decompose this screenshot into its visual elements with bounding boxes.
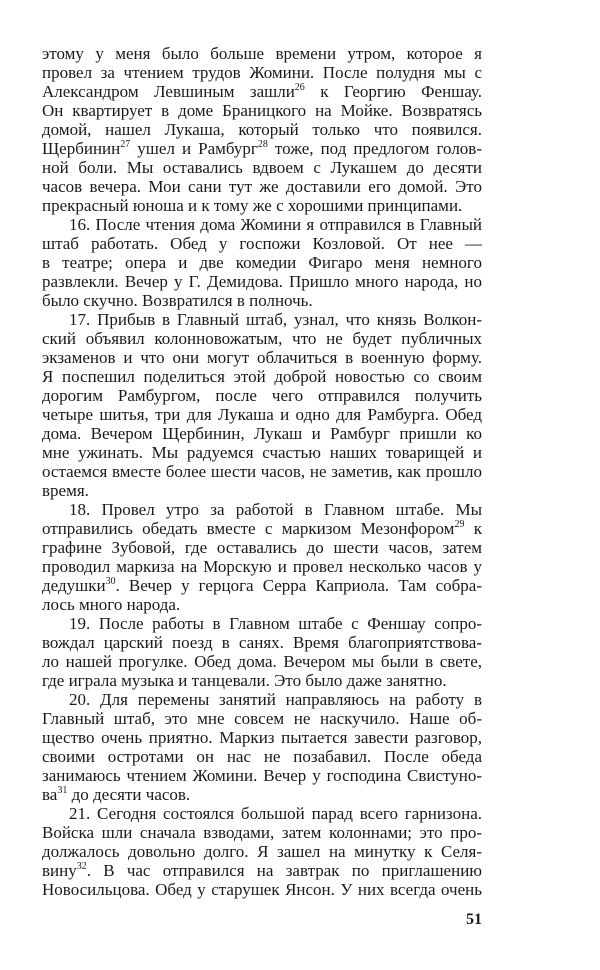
text-segment: ва bbox=[42, 785, 58, 804]
text-line bbox=[42, 785, 482, 804]
footnote-marker: 27 bbox=[120, 139, 131, 150]
text-segment: четыре шитья, три для Лукаша и одно для Рамбурга. Обед bbox=[42, 405, 482, 424]
text-segment: штаб работать. Обед у госпожи Козловой. От нее — bbox=[42, 234, 482, 253]
text-line bbox=[42, 823, 482, 842]
text-segment: часов вечера. Мои сани тут же доставили его домой. Это bbox=[42, 177, 482, 196]
text-line bbox=[42, 215, 482, 234]
text-line bbox=[42, 462, 482, 481]
text-line bbox=[42, 652, 482, 671]
page-body-text bbox=[42, 44, 482, 899]
text-line bbox=[42, 158, 482, 177]
footnote-marker: 31 bbox=[57, 785, 68, 796]
text-segment: 16. После чтения дома Жомини я отправился в Главный bbox=[69, 215, 482, 234]
text-segment: Щербинин bbox=[42, 139, 121, 158]
text-line bbox=[42, 766, 482, 785]
text-segment: Главный штаб, это мне совсем не наскучило. Наше об- bbox=[42, 709, 482, 728]
text-line bbox=[42, 272, 482, 291]
text-segment: графине Зубовой, где оставались до шести часов, затем bbox=[42, 538, 482, 557]
text-segment: ушел и Рамбург bbox=[130, 139, 258, 158]
footnote-marker: 29 bbox=[454, 519, 465, 530]
text-line bbox=[42, 405, 482, 424]
text-line bbox=[42, 576, 482, 595]
text-segment: к bbox=[464, 519, 482, 538]
text-segment: Войска шли сначала взводами, затем колоннами; это про- bbox=[42, 823, 482, 842]
text-segment: щество очень приятно. Маркиз пытается завести разговор, bbox=[42, 728, 482, 747]
text-segment: занимаюсь чтением Жомини. Вечер у господина Свистуно- bbox=[42, 766, 482, 785]
text-segment: провел за чтением трудов Жомини. После полудня мы с bbox=[42, 63, 482, 82]
text-line bbox=[42, 234, 482, 253]
text-segment: дедушки bbox=[42, 576, 106, 595]
text-segment: развлекли. Вечер у Г. Демидова. Пришло много народа, но bbox=[42, 272, 482, 291]
text-line bbox=[42, 177, 482, 196]
page-number: 51 bbox=[466, 911, 482, 928]
text-line bbox=[42, 633, 482, 652]
text-line bbox=[42, 614, 482, 633]
text-line bbox=[42, 291, 482, 310]
footnote-marker: 26 bbox=[294, 82, 305, 93]
text-line bbox=[42, 747, 482, 766]
text-segment: . В час отправился на завтрак по приглашению bbox=[86, 861, 482, 880]
text-segment: ло нашей прогулке. Обед дома. Вечером мы были в свете, bbox=[42, 652, 482, 671]
footnote-marker: 28 bbox=[257, 139, 268, 150]
text-line bbox=[42, 728, 482, 747]
text-line bbox=[42, 557, 482, 576]
footnote-marker: 32 bbox=[76, 861, 87, 872]
text-segment: 20. Для перемены занятий направляюсь на работу в bbox=[69, 690, 482, 709]
text-segment: домой, нашел Лукаша, который только что появился. bbox=[42, 120, 482, 139]
text-segment: своими остротами он нас не позабавил. После обеда bbox=[42, 747, 482, 766]
text-segment: Александром Левшиным зашли bbox=[42, 82, 295, 101]
text-segment: отправились обедать вместе с маркизом Мезонфором bbox=[42, 519, 455, 538]
text-line bbox=[42, 139, 482, 158]
text-line bbox=[42, 348, 482, 367]
text-line bbox=[42, 386, 482, 405]
text-line bbox=[42, 310, 482, 329]
text-line bbox=[42, 500, 482, 519]
text-segment: в театре; опера и две комедии Фигаро меня немного bbox=[42, 253, 482, 272]
text-line bbox=[42, 329, 482, 348]
text-segment: Новосильцова. Обед у старушек Янсон. У них всегда очень bbox=[42, 880, 482, 899]
text-segment: Он квартирует в доме Браницкого на Мойке. Возвратясь bbox=[42, 101, 482, 120]
text-line bbox=[42, 196, 482, 215]
text-segment: тоже, под предлогом голов- bbox=[267, 139, 482, 158]
text-segment: остаемся вместе более шести часов, не заметив, как прошло bbox=[42, 462, 482, 481]
text-line bbox=[42, 880, 482, 899]
text-segment: 17. Прибыв в Главный штаб, узнал, что князь Волкон- bbox=[69, 310, 482, 329]
text-line bbox=[42, 367, 482, 386]
text-line bbox=[42, 82, 482, 101]
text-segment: ский объявил колонновожатым, что не будет публичных bbox=[42, 329, 482, 348]
text-line bbox=[42, 481, 482, 500]
text-segment: 19. После работы в Главном штабе с Феншау сопро- bbox=[69, 614, 482, 633]
text-line bbox=[42, 120, 482, 139]
text-segment: время. bbox=[42, 481, 89, 500]
text-segment: было скучно. Возвратился в полночь. bbox=[42, 291, 313, 310]
text-segment: дорогим Рамбургом, после чего отправился получить bbox=[42, 386, 482, 405]
text-segment: 18. Провел утро за работой в Главном штабе. Мы bbox=[69, 500, 482, 519]
text-segment: вождал царский поезд в санях. Время благоприятствова- bbox=[42, 633, 482, 652]
text-segment: до десяти часов. bbox=[67, 785, 191, 804]
text-segment: вину bbox=[42, 861, 77, 880]
footnote-marker: 30 bbox=[105, 576, 116, 587]
text-segment: 21. Сегодня состоялся большой парад всего гарнизона. bbox=[69, 804, 482, 823]
text-segment: проводил маркиза на Морскую и провел несколько часов у bbox=[42, 557, 482, 576]
text-line bbox=[42, 63, 482, 82]
text-segment: мне ужинать. Мы радуемся счастью наших товарищей и bbox=[42, 443, 482, 462]
text-segment: Я поспешил поделиться этой доброй новостью со своим bbox=[42, 367, 482, 386]
text-line bbox=[42, 690, 482, 709]
text-line bbox=[42, 424, 482, 443]
text-line bbox=[42, 861, 482, 880]
text-line bbox=[42, 101, 482, 120]
text-line bbox=[42, 671, 482, 690]
text-segment: дома. Вечером Щербинин, Лукаш и Рамбург пришли ко bbox=[42, 424, 482, 443]
text-line bbox=[42, 842, 482, 861]
text-line bbox=[42, 44, 482, 63]
text-line bbox=[42, 253, 482, 272]
text-line bbox=[42, 538, 482, 557]
text-segment: где играла музыка и танцевали. Это было даже занятно. bbox=[42, 671, 447, 690]
text-line bbox=[42, 443, 482, 462]
text-segment: этому у меня было больше времени утром, которое я bbox=[42, 44, 482, 63]
text-segment: ной боли. Мы оставались вдвоем с Лукашем до десяти bbox=[42, 158, 482, 177]
text-line bbox=[42, 519, 482, 538]
text-line bbox=[42, 595, 482, 614]
text-segment: лось много народа. bbox=[42, 595, 181, 614]
text-line bbox=[42, 804, 482, 823]
text-segment: . Вечер у герцога Серра Каприола. Там собра- bbox=[115, 576, 482, 595]
text-segment: прекрасный юноша и к тому же с хорошими принципами. bbox=[42, 196, 463, 215]
text-segment: экзаменов и что они могут облачиться в военную форму. bbox=[42, 348, 482, 367]
text-segment: должалось довольно долго. Я зашел на минутку к Селя- bbox=[42, 842, 482, 861]
text-segment: к Георгию Феншау. bbox=[304, 82, 482, 101]
text-line bbox=[42, 709, 482, 728]
